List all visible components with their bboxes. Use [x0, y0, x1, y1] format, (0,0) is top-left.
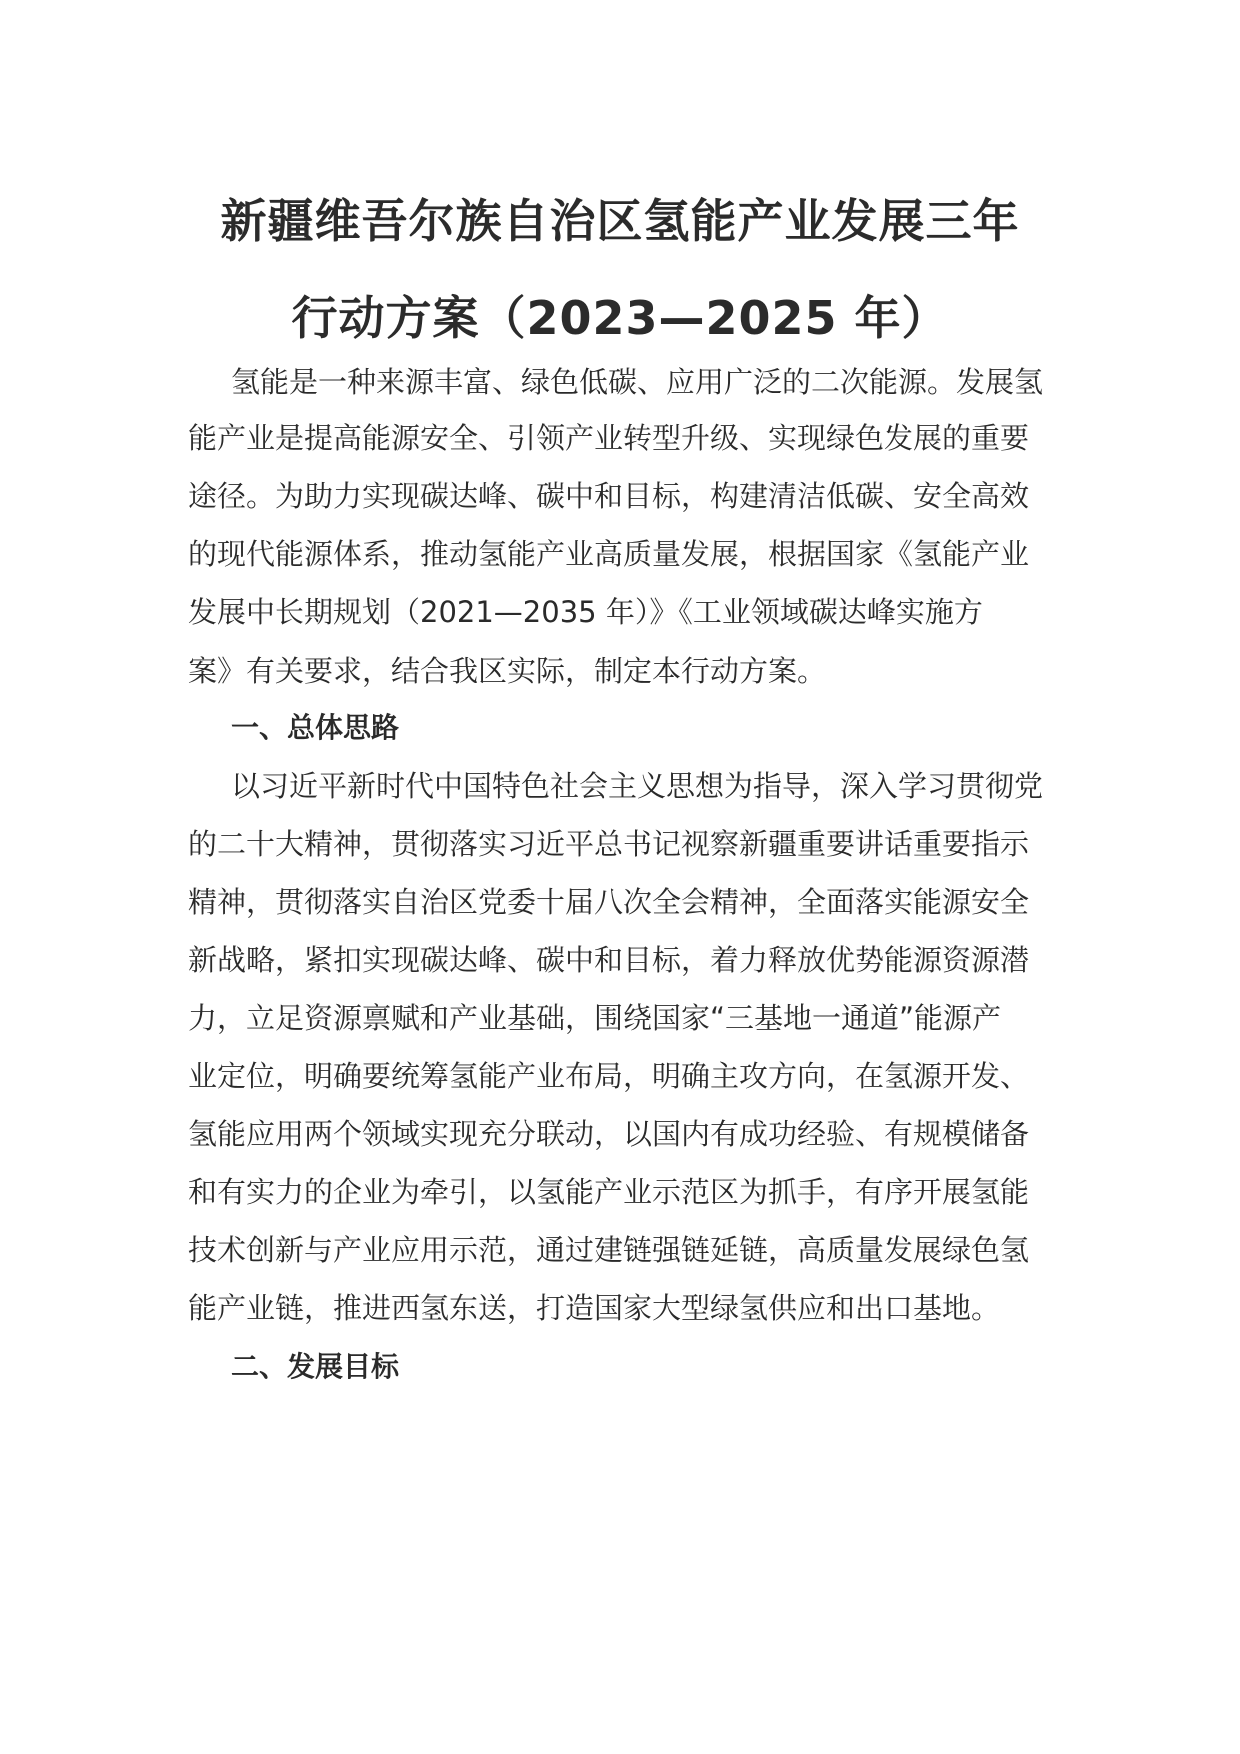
intro-line-4: 的现代能源体系，推动氢能产业高质量发展，根据国家《氢能产业 — [188, 537, 1030, 571]
intro-line-3: 途径。为助力实现碳达峰、碳中和目标，构建清洁低碳、安全高效 — [188, 479, 1030, 513]
section1-line-8: 和有实力的企业为牵引，以氢能产业示范区为抓手，有序开展氢能 — [188, 1175, 1030, 1209]
section1-line-6: 业定位，明确要统筹氢能产业布局，明确主攻方向，在氢源开发、 — [188, 1059, 1030, 1093]
section-heading-overall-approach: 一、总体思路 — [231, 711, 400, 744]
intro-line-5: 发展中长期规划（2021—2035 年）》《工业领域碳达峰实施方 — [188, 595, 983, 629]
section1-line-9: 技术创新与产业应用示范，通过建链强链延链，高质量发展绿色氢 — [188, 1233, 1030, 1267]
document-title-line-2: 行动方案（2023—2025 年） — [291, 291, 949, 345]
section1-line-4: 新战略，紧扣实现碳达峰、碳中和目标，着力释放优势能源资源潜 — [188, 943, 1030, 977]
section1-line-10: 能产业链，推进西氢东送，打造国家大型绿氢供应和出口基地。 — [188, 1291, 1001, 1325]
intro-line-6: 案》有关要求，结合我区实际，制定本行动方案。 — [188, 654, 827, 688]
section-heading-development-goals: 二、发展目标 — [231, 1350, 400, 1383]
section1-line-5: 力，立足资源禀赋和产业基础，围绕国家“三基地一通道”能源产 — [188, 1001, 1002, 1035]
intro-line-1: 氢能是一种来源丰富、绿色低碳、应用广泛的二次能源。发展氢 — [231, 365, 1044, 399]
document-title-line-1: 新疆维吾尔族自治区氢能产业发展三年 — [220, 194, 1020, 248]
section1-line-2: 的二十大精神，贯彻落实习近平总书记视察新疆重要讲话重要指示 — [188, 827, 1030, 861]
section1-line-7: 氢能应用两个领域实现充分联动，以国内有成功经验、有规模储备 — [188, 1117, 1030, 1151]
intro-line-2: 能产业是提高能源安全、引领产业转型升级、实现绿色发展的重要 — [188, 421, 1030, 455]
section1-line-1: 以习近平新时代中国特色社会主义思想为指导，深入学习贯彻党 — [231, 769, 1044, 803]
section1-line-3: 精神，贯彻落实自治区党委十届八次全会精神，全面落实能源安全 — [188, 885, 1030, 919]
